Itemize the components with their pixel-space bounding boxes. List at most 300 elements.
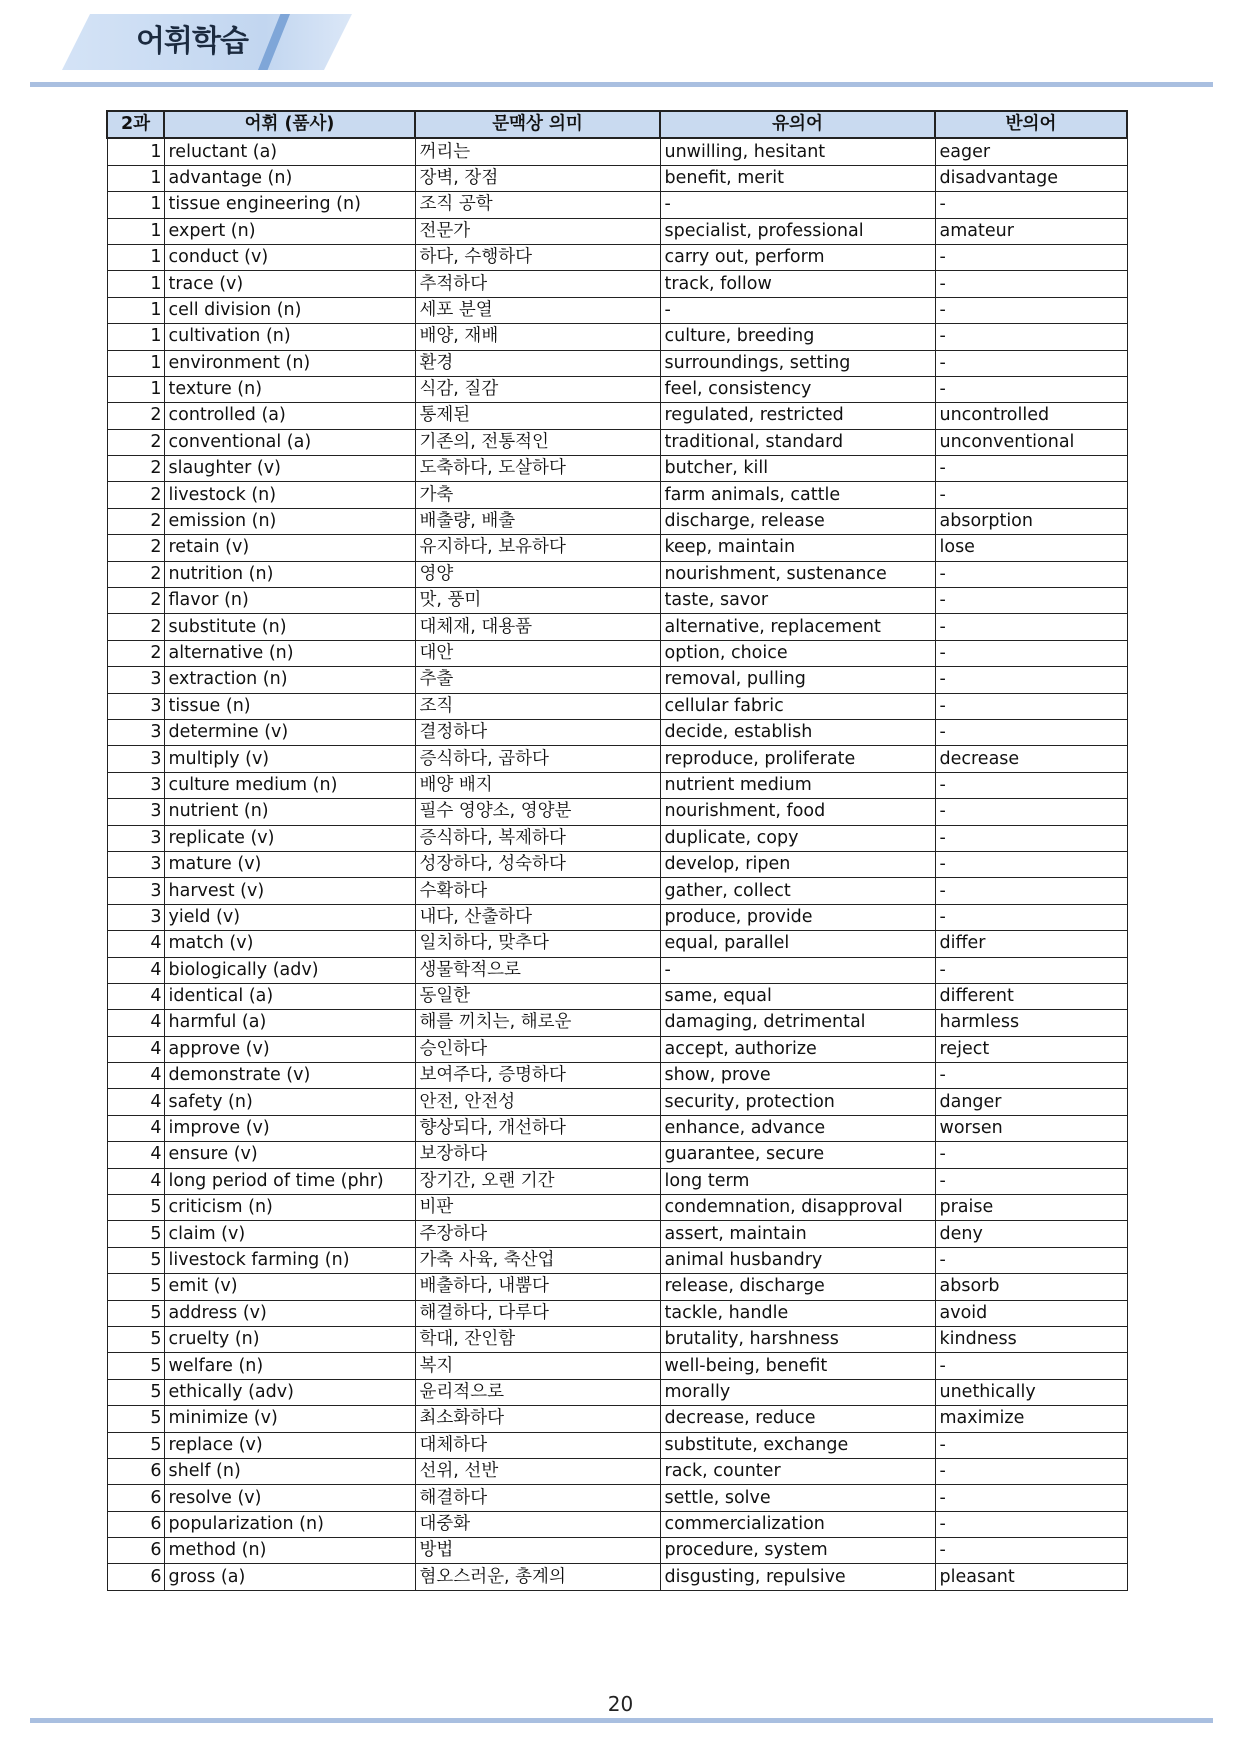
- table-row: [107, 1432, 1127, 1458]
- cell-lesson: 3: [107, 667, 164, 693]
- cell-antonym: lose: [935, 535, 1127, 561]
- cell-synonym: duplicate, copy: [660, 825, 935, 851]
- cell-synonym: nourishment, sustenance: [660, 561, 935, 587]
- cell-lesson: 3: [107, 904, 164, 930]
- cell-meaning: 필수 영양소, 영양분: [415, 799, 660, 825]
- table-row: [107, 719, 1127, 745]
- cell-antonym: -: [935, 957, 1127, 983]
- table-row: [107, 1221, 1127, 1247]
- cell-word: match (v): [164, 931, 415, 957]
- cell-lesson: 1: [107, 244, 164, 270]
- cell-meaning: 꺼리는: [415, 138, 660, 165]
- cell-meaning: 방법: [415, 1538, 660, 1564]
- cell-lesson: 6: [107, 1538, 164, 1564]
- cell-synonym: long term: [660, 1168, 935, 1194]
- cell-word: advantage (n): [164, 165, 415, 191]
- cell-word: replace (v): [164, 1432, 415, 1458]
- cell-antonym: -: [935, 588, 1127, 614]
- cell-antonym: -: [935, 851, 1127, 877]
- table-row: [107, 746, 1127, 772]
- table-row: [107, 957, 1127, 983]
- cell-word: gross (a): [164, 1564, 415, 1590]
- table-row: [107, 297, 1127, 323]
- cell-lesson: 4: [107, 1089, 164, 1115]
- cell-synonym: morally: [660, 1379, 935, 1405]
- cell-word: slaughter (v): [164, 456, 415, 482]
- cell-lesson: 5: [107, 1247, 164, 1273]
- cell-word: cell division (n): [164, 297, 415, 323]
- table-row: [107, 640, 1127, 666]
- cell-meaning: 유지하다, 보유하다: [415, 535, 660, 561]
- cell-synonym: regulated, restricted: [660, 403, 935, 429]
- cell-meaning: 보장하다: [415, 1142, 660, 1168]
- cell-meaning: 해를 끼치는, 해로운: [415, 1010, 660, 1036]
- table-row: [107, 1115, 1127, 1141]
- cell-lesson: 1: [107, 271, 164, 297]
- cell-meaning: 증식하다, 복제하다: [415, 825, 660, 851]
- table-row: [107, 667, 1127, 693]
- cell-lesson: 5: [107, 1326, 164, 1352]
- cell-word: minimize (v): [164, 1406, 415, 1432]
- cell-meaning: 대체재, 대용품: [415, 614, 660, 640]
- table-row: [107, 799, 1127, 825]
- table-row: [107, 878, 1127, 904]
- cell-meaning: 해결하다, 다루다: [415, 1300, 660, 1326]
- cell-meaning: 대중화: [415, 1511, 660, 1537]
- cell-antonym: -: [935, 324, 1127, 350]
- cell-antonym: praise: [935, 1195, 1127, 1221]
- cell-lesson: 5: [107, 1353, 164, 1379]
- cell-meaning: 대안: [415, 640, 660, 666]
- cell-word: improve (v): [164, 1115, 415, 1141]
- cell-synonym: assert, maintain: [660, 1221, 935, 1247]
- column-header-word: 어휘 (품사): [164, 111, 415, 138]
- cell-lesson: 3: [107, 878, 164, 904]
- table-row: [107, 403, 1127, 429]
- cell-antonym: -: [935, 1353, 1127, 1379]
- cell-lesson: 4: [107, 1063, 164, 1089]
- cell-antonym: -: [935, 1063, 1127, 1089]
- table-row: [107, 192, 1127, 218]
- cell-antonym: -: [935, 271, 1127, 297]
- table-row: [107, 931, 1127, 957]
- cell-lesson: 3: [107, 851, 164, 877]
- cell-synonym: butcher, kill: [660, 456, 935, 482]
- cell-antonym: -: [935, 1538, 1127, 1564]
- table-row: [107, 1326, 1127, 1352]
- cell-antonym: -: [935, 482, 1127, 508]
- table-header-row: [107, 111, 1127, 138]
- cell-word: ensure (v): [164, 1142, 415, 1168]
- cell-lesson: 2: [107, 588, 164, 614]
- page-title: 어휘학습: [136, 24, 248, 59]
- cell-antonym: harmless: [935, 1010, 1127, 1036]
- cell-synonym: tackle, handle: [660, 1300, 935, 1326]
- table-row: [107, 218, 1127, 244]
- cell-synonym: keep, maintain: [660, 535, 935, 561]
- table-row: [107, 1195, 1127, 1221]
- cell-lesson: 4: [107, 1036, 164, 1062]
- cell-antonym: -: [935, 1511, 1127, 1537]
- cell-lesson: 5: [107, 1406, 164, 1432]
- cell-word: approve (v): [164, 1036, 415, 1062]
- cell-word: identical (a): [164, 983, 415, 1009]
- cell-synonym: cellular fabric: [660, 693, 935, 719]
- cell-word: expert (n): [164, 218, 415, 244]
- cell-meaning: 해결하다: [415, 1485, 660, 1511]
- cell-antonym: kindness: [935, 1326, 1127, 1352]
- cell-lesson: 4: [107, 931, 164, 957]
- cell-word: mature (v): [164, 851, 415, 877]
- column-header-meaning: 문맥상 의미: [415, 111, 660, 138]
- cell-antonym: -: [935, 640, 1127, 666]
- cell-word: demonstrate (v): [164, 1063, 415, 1089]
- table-row: [107, 904, 1127, 930]
- cell-antonym: amateur: [935, 218, 1127, 244]
- cell-lesson: 2: [107, 456, 164, 482]
- cell-meaning: 윤리적으로: [415, 1379, 660, 1405]
- cell-antonym: -: [935, 1432, 1127, 1458]
- cell-lesson: 2: [107, 403, 164, 429]
- cell-meaning: 배양, 재배: [415, 324, 660, 350]
- cell-word: conventional (a): [164, 429, 415, 455]
- cell-meaning: 복지: [415, 1353, 660, 1379]
- cell-word: harmful (a): [164, 1010, 415, 1036]
- cell-synonym: settle, solve: [660, 1485, 935, 1511]
- cell-lesson: 2: [107, 640, 164, 666]
- cell-lesson: 3: [107, 799, 164, 825]
- cell-meaning: 도축하다, 도살하다: [415, 456, 660, 482]
- cell-word: emit (v): [164, 1274, 415, 1300]
- cell-meaning: 성장하다, 성숙하다: [415, 851, 660, 877]
- cell-antonym: -: [935, 1458, 1127, 1484]
- cell-lesson: 5: [107, 1300, 164, 1326]
- table-row: [107, 324, 1127, 350]
- cell-lesson: 3: [107, 693, 164, 719]
- cell-lesson: 4: [107, 983, 164, 1009]
- column-header-lesson: 2과: [107, 111, 164, 138]
- cell-word: reluctant (a): [164, 138, 415, 165]
- cell-word: cultivation (n): [164, 324, 415, 350]
- cell-lesson: 2: [107, 482, 164, 508]
- cell-synonym: reproduce, proliferate: [660, 746, 935, 772]
- cell-lesson: 1: [107, 350, 164, 376]
- table-row: [107, 482, 1127, 508]
- table-row: [107, 1458, 1127, 1484]
- cell-synonym: condemnation, disapproval: [660, 1195, 935, 1221]
- cell-word: emission (n): [164, 508, 415, 534]
- cell-meaning: 배양 배지: [415, 772, 660, 798]
- cell-antonym: pleasant: [935, 1564, 1127, 1590]
- cell-meaning: 세포 분열: [415, 297, 660, 323]
- cell-antonym: differ: [935, 931, 1127, 957]
- page-number: 20: [607, 1692, 634, 1716]
- cell-antonym: unconventional: [935, 429, 1127, 455]
- cell-lesson: 4: [107, 1142, 164, 1168]
- cell-antonym: -: [935, 1485, 1127, 1511]
- cell-antonym: -: [935, 799, 1127, 825]
- cell-lesson: 6: [107, 1564, 164, 1590]
- cell-meaning: 배출량, 배출: [415, 508, 660, 534]
- cell-lesson: 3: [107, 772, 164, 798]
- table-row: [107, 1379, 1127, 1405]
- cell-antonym: -: [935, 244, 1127, 270]
- cell-meaning: 배출하다, 내뿜다: [415, 1274, 660, 1300]
- cell-antonym: -: [935, 350, 1127, 376]
- table-row: [107, 1485, 1127, 1511]
- table-row: [107, 350, 1127, 376]
- cell-meaning: 전문가: [415, 218, 660, 244]
- cell-synonym: farm animals, cattle: [660, 482, 935, 508]
- cell-synonym: carry out, perform: [660, 244, 935, 270]
- cell-antonym: -: [935, 376, 1127, 402]
- cell-synonym: decide, establish: [660, 719, 935, 745]
- table-row: [107, 1274, 1127, 1300]
- cell-word: nutrition (n): [164, 561, 415, 587]
- cell-meaning: 식감, 질감: [415, 376, 660, 402]
- cell-lesson: 3: [107, 825, 164, 851]
- cell-word: replicate (v): [164, 825, 415, 851]
- cell-lesson: 5: [107, 1432, 164, 1458]
- cell-antonym: -: [935, 192, 1127, 218]
- cell-meaning: 최소화하다: [415, 1406, 660, 1432]
- cell-antonym: different: [935, 983, 1127, 1009]
- cell-antonym: unethically: [935, 1379, 1127, 1405]
- cell-word: shelf (n): [164, 1458, 415, 1484]
- table-row: [107, 1089, 1127, 1115]
- cell-meaning: 안전, 안전성: [415, 1089, 660, 1115]
- cell-synonym: disgusting, repulsive: [660, 1564, 935, 1590]
- cell-synonym: -: [660, 957, 935, 983]
- table-row: [107, 456, 1127, 482]
- cell-word: criticism (n): [164, 1195, 415, 1221]
- table-row: [107, 851, 1127, 877]
- cell-lesson: 6: [107, 1485, 164, 1511]
- table-row: [107, 1036, 1127, 1062]
- cell-antonym: -: [935, 456, 1127, 482]
- cell-meaning: 맛, 풍미: [415, 588, 660, 614]
- cell-word: tissue engineering (n): [164, 192, 415, 218]
- cell-lesson: 4: [107, 957, 164, 983]
- cell-antonym: -: [935, 825, 1127, 851]
- cell-word: cruelty (n): [164, 1326, 415, 1352]
- cell-lesson: 2: [107, 561, 164, 587]
- cell-word: method (n): [164, 1538, 415, 1564]
- cell-word: ethically (adv): [164, 1379, 415, 1405]
- table-row: [107, 1010, 1127, 1036]
- cell-synonym: discharge, release: [660, 508, 935, 534]
- cell-synonym: option, choice: [660, 640, 935, 666]
- cell-lesson: 1: [107, 165, 164, 191]
- cell-antonym: -: [935, 297, 1127, 323]
- cell-synonym: taste, savor: [660, 588, 935, 614]
- cell-lesson: 2: [107, 429, 164, 455]
- table-row: [107, 1063, 1127, 1089]
- cell-synonym: procedure, system: [660, 1538, 935, 1564]
- table-row: [107, 983, 1127, 1009]
- cell-synonym: nutrient medium: [660, 772, 935, 798]
- table-row: [107, 138, 1127, 165]
- cell-synonym: commercialization: [660, 1511, 935, 1537]
- cell-antonym: -: [935, 561, 1127, 587]
- table-row: [107, 588, 1127, 614]
- cell-meaning: 추출: [415, 667, 660, 693]
- cell-lesson: 2: [107, 508, 164, 534]
- cell-meaning: 생물학적으로: [415, 957, 660, 983]
- cell-antonym: uncontrolled: [935, 403, 1127, 429]
- cell-word: claim (v): [164, 1221, 415, 1247]
- cell-meaning: 수확하다: [415, 878, 660, 904]
- cell-lesson: 2: [107, 535, 164, 561]
- top-divider: [30, 82, 1213, 87]
- table-row: [107, 165, 1127, 191]
- cell-word: multiply (v): [164, 746, 415, 772]
- cell-meaning: 승인하다: [415, 1036, 660, 1062]
- table-row: [107, 271, 1127, 297]
- column-header-synonym: 유의어: [660, 111, 935, 138]
- cell-word: trace (v): [164, 271, 415, 297]
- cell-meaning: 통제된: [415, 403, 660, 429]
- table-row: [107, 772, 1127, 798]
- table-row: [107, 825, 1127, 851]
- table-row: [107, 1247, 1127, 1273]
- cell-antonym: -: [935, 614, 1127, 640]
- cell-lesson: 4: [107, 1010, 164, 1036]
- cell-antonym: -: [935, 693, 1127, 719]
- cell-synonym: -: [660, 297, 935, 323]
- table-row: [107, 1538, 1127, 1564]
- cell-synonym: produce, provide: [660, 904, 935, 930]
- cell-antonym: -: [935, 1247, 1127, 1273]
- cell-word: conduct (v): [164, 244, 415, 270]
- table-row: [107, 429, 1127, 455]
- cell-meaning: 환경: [415, 350, 660, 376]
- cell-synonym: feel, consistency: [660, 376, 935, 402]
- cell-lesson: 3: [107, 746, 164, 772]
- cell-meaning: 증식하다, 곱하다: [415, 746, 660, 772]
- cell-antonym: absorb: [935, 1274, 1127, 1300]
- cell-word: address (v): [164, 1300, 415, 1326]
- cell-word: nutrient (n): [164, 799, 415, 825]
- column-header-antonym: 반의어: [935, 111, 1127, 138]
- cell-antonym: danger: [935, 1089, 1127, 1115]
- cell-meaning: 비판: [415, 1195, 660, 1221]
- cell-meaning: 영양: [415, 561, 660, 587]
- cell-meaning: 기존의, 전통적인: [415, 429, 660, 455]
- cell-word: safety (n): [164, 1089, 415, 1115]
- cell-synonym: surroundings, setting: [660, 350, 935, 376]
- cell-word: environment (n): [164, 350, 415, 376]
- cell-antonym: eager: [935, 138, 1127, 165]
- cell-word: tissue (n): [164, 693, 415, 719]
- cell-lesson: 5: [107, 1274, 164, 1300]
- cell-synonym: -: [660, 192, 935, 218]
- cell-lesson: 5: [107, 1221, 164, 1247]
- cell-word: culture medium (n): [164, 772, 415, 798]
- table-row: [107, 244, 1127, 270]
- cell-word: popularization (n): [164, 1511, 415, 1537]
- table-row: [107, 508, 1127, 534]
- cell-synonym: benefit, merit: [660, 165, 935, 191]
- cell-lesson: 6: [107, 1458, 164, 1484]
- cell-meaning: 장벽, 장점: [415, 165, 660, 191]
- cell-word: harvest (v): [164, 878, 415, 904]
- cell-word: livestock (n): [164, 482, 415, 508]
- cell-lesson: 5: [107, 1195, 164, 1221]
- cell-antonym: -: [935, 772, 1127, 798]
- cell-lesson: 1: [107, 324, 164, 350]
- table-row: [107, 614, 1127, 640]
- cell-synonym: specialist, professional: [660, 218, 935, 244]
- cell-antonym: absorption: [935, 508, 1127, 534]
- cell-synonym: traditional, standard: [660, 429, 935, 455]
- cell-lesson: 6: [107, 1511, 164, 1537]
- cell-synonym: culture, breeding: [660, 324, 935, 350]
- cell-synonym: brutality, harshness: [660, 1326, 935, 1352]
- cell-word: livestock farming (n): [164, 1247, 415, 1273]
- table-row: [107, 376, 1127, 402]
- cell-antonym: avoid: [935, 1300, 1127, 1326]
- cell-synonym: equal, parallel: [660, 931, 935, 957]
- table-row: [107, 1300, 1127, 1326]
- cell-word: yield (v): [164, 904, 415, 930]
- cell-antonym: reject: [935, 1036, 1127, 1062]
- table-row: [107, 693, 1127, 719]
- cell-word: determine (v): [164, 719, 415, 745]
- cell-synonym: release, discharge: [660, 1274, 935, 1300]
- cell-meaning: 동일한: [415, 983, 660, 1009]
- cell-antonym: disadvantage: [935, 165, 1127, 191]
- cell-antonym: deny: [935, 1221, 1127, 1247]
- cell-lesson: 4: [107, 1115, 164, 1141]
- cell-lesson: 4: [107, 1168, 164, 1194]
- table-row: [107, 1511, 1127, 1537]
- cell-meaning: 혐오스러운, 총계의: [415, 1564, 660, 1590]
- cell-meaning: 조직: [415, 693, 660, 719]
- cell-synonym: same, equal: [660, 983, 935, 1009]
- cell-antonym: maximize: [935, 1406, 1127, 1432]
- cell-word: biologically (adv): [164, 957, 415, 983]
- cell-synonym: enhance, advance: [660, 1115, 935, 1141]
- cell-meaning: 선위, 선반: [415, 1458, 660, 1484]
- cell-synonym: alternative, replacement: [660, 614, 935, 640]
- cell-antonym: -: [935, 667, 1127, 693]
- cell-lesson: 1: [107, 376, 164, 402]
- cell-lesson: 1: [107, 138, 164, 165]
- cell-word: controlled (a): [164, 403, 415, 429]
- cell-synonym: gather, collect: [660, 878, 935, 904]
- cell-antonym: decrease: [935, 746, 1127, 772]
- cell-lesson: 5: [107, 1379, 164, 1405]
- cell-antonym: -: [935, 719, 1127, 745]
- cell-synonym: well-being, benefit: [660, 1353, 935, 1379]
- cell-lesson: 2: [107, 614, 164, 640]
- cell-word: alternative (n): [164, 640, 415, 666]
- table-row: [107, 1406, 1127, 1432]
- cell-synonym: unwilling, hesitant: [660, 138, 935, 165]
- cell-synonym: damaging, detrimental: [660, 1010, 935, 1036]
- cell-word: long period of time (phr): [164, 1168, 415, 1194]
- cell-word: substitute (n): [164, 614, 415, 640]
- table-row: [107, 1564, 1127, 1590]
- cell-meaning: 일치하다, 맞추다: [415, 931, 660, 957]
- cell-lesson: 1: [107, 192, 164, 218]
- table-row: [107, 1353, 1127, 1379]
- cell-antonym: worsen: [935, 1115, 1127, 1141]
- cell-synonym: track, follow: [660, 271, 935, 297]
- cell-synonym: removal, pulling: [660, 667, 935, 693]
- cell-lesson: 1: [107, 218, 164, 244]
